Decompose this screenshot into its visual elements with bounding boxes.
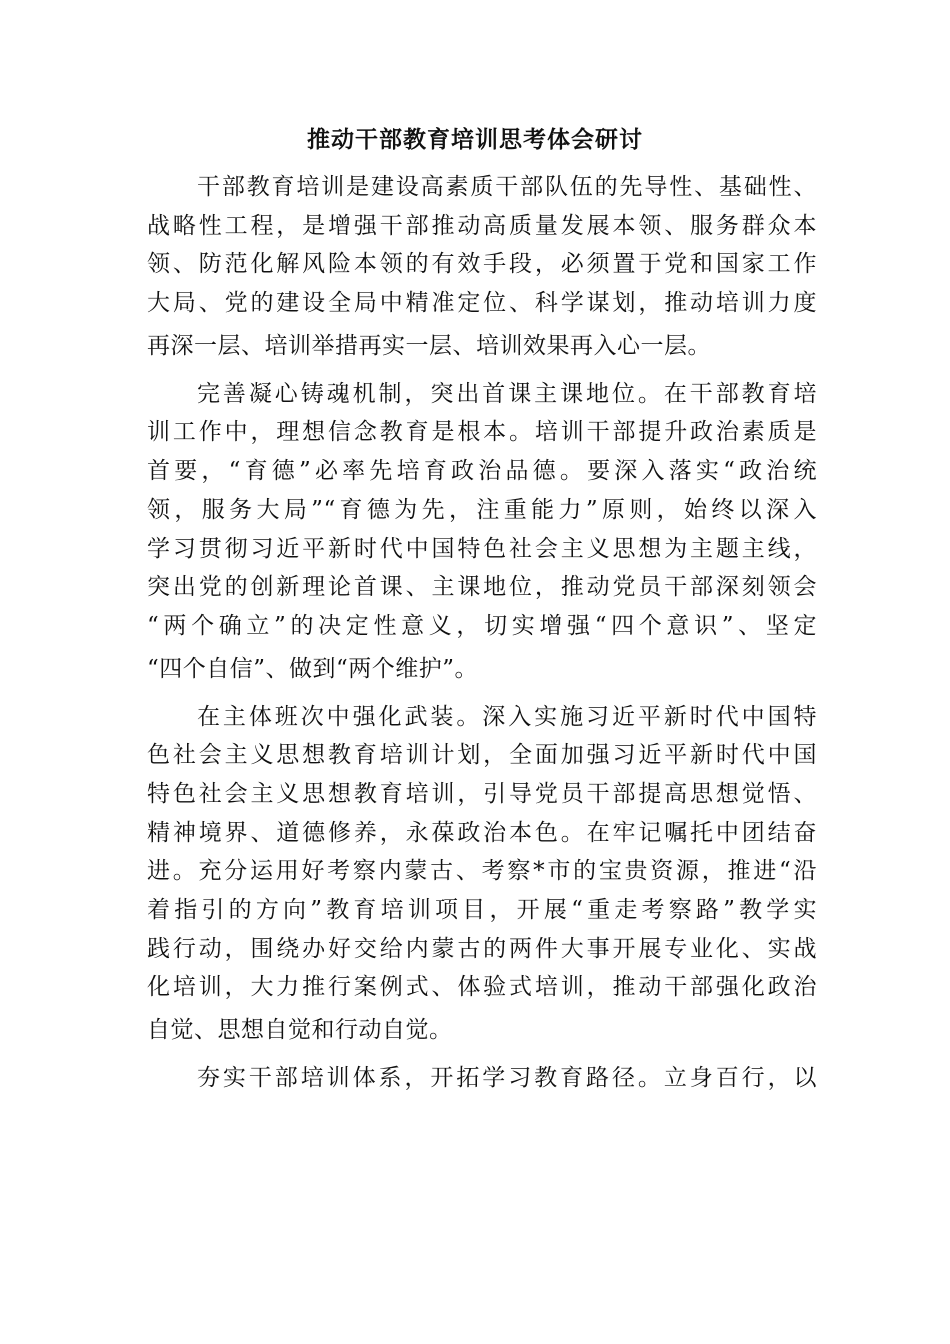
paragraph-line: 进。充分运用好考察内蒙古、考察*市的宝贵资源，推进“沿	[147, 858, 817, 885]
paragraph-line: 再深一层、培训举措再实一层、培训效果再入心一层。	[147, 332, 711, 359]
paragraph-line: 精神境界、道德修养，永葆政治本色。在牢记嘱托中团结奋	[147, 819, 817, 846]
paragraph-3	[147, 698, 817, 1060]
paragraph-line: 化培训，大力推行案例式、体验式培训，推动干部强化政治	[147, 974, 817, 1001]
paragraph-line: 首要，“育德”必率先培育政治品德。要深入落实“政治统	[147, 458, 817, 485]
paragraph-line: 特色社会主义思想教育培训，引导党员干部提高思想觉悟、	[147, 780, 817, 807]
document-title: 推动干部教育培训思考体会研讨	[307, 127, 643, 153]
paragraph-4	[147, 1059, 817, 1098]
paragraph-line: 完善凝心铸魂机制，突出首课主课地位。在干部教育培	[197, 380, 817, 407]
paragraph-line: 着指引的方向”教育培训项目，开展“重走考察路”教学实	[147, 897, 817, 923]
paragraph-line: 夯实干部培训体系，开拓学习教育路径。立身百行，以	[197, 1065, 817, 1092]
paragraph-line: 领，服务大局”“育德为先，注重能力”原则，始终以深入	[147, 496, 817, 523]
paragraph-line: 在主体班次中强化武装。深入实施习近平新时代中国特	[197, 703, 817, 730]
paragraph-line: 大局、党的建设全局中精准定位、科学谋划，推动培训力度	[147, 290, 817, 317]
paragraph-line: 践行动，围绕办好交给内蒙古的两件大事开展专业化、实战	[147, 935, 817, 962]
paragraph-line: 干部教育培训是建设高素质干部队伍的先导性、基础性、	[197, 174, 817, 200]
paragraph-line: “两个确立”的决定性意义，切实增强“四个意识”、坚定	[147, 612, 817, 639]
paragraph-line: 自觉、思想自觉和行动自觉。	[147, 1017, 453, 1044]
paragraph-1	[147, 168, 817, 375]
paragraph-line: “四个自信”、做到“两个维护”。	[147, 655, 479, 682]
paragraph-line: 领、防范化解风险本领的有效手段，必须置于党和国家工作	[147, 251, 817, 278]
paragraph-line: 训工作中，理想信念教育是根本。培训干部提升政治素质是	[147, 419, 817, 446]
paragraph-line: 战略性工程，是增强干部推动高质量发展本领、服务群众本	[147, 212, 817, 239]
paragraph-line: 突出党的创新理论首课、主课地位，推动党员干部深刻领会	[147, 574, 817, 601]
paragraph-line: 色社会主义思想教育培训计划，全面加强习近平新时代中国	[147, 742, 817, 769]
document-body	[147, 168, 817, 1098]
paragraph-2	[147, 375, 817, 698]
paragraph-line: 学习贯彻习近平新时代中国特色社会主义思想为主题主线，	[147, 535, 817, 562]
